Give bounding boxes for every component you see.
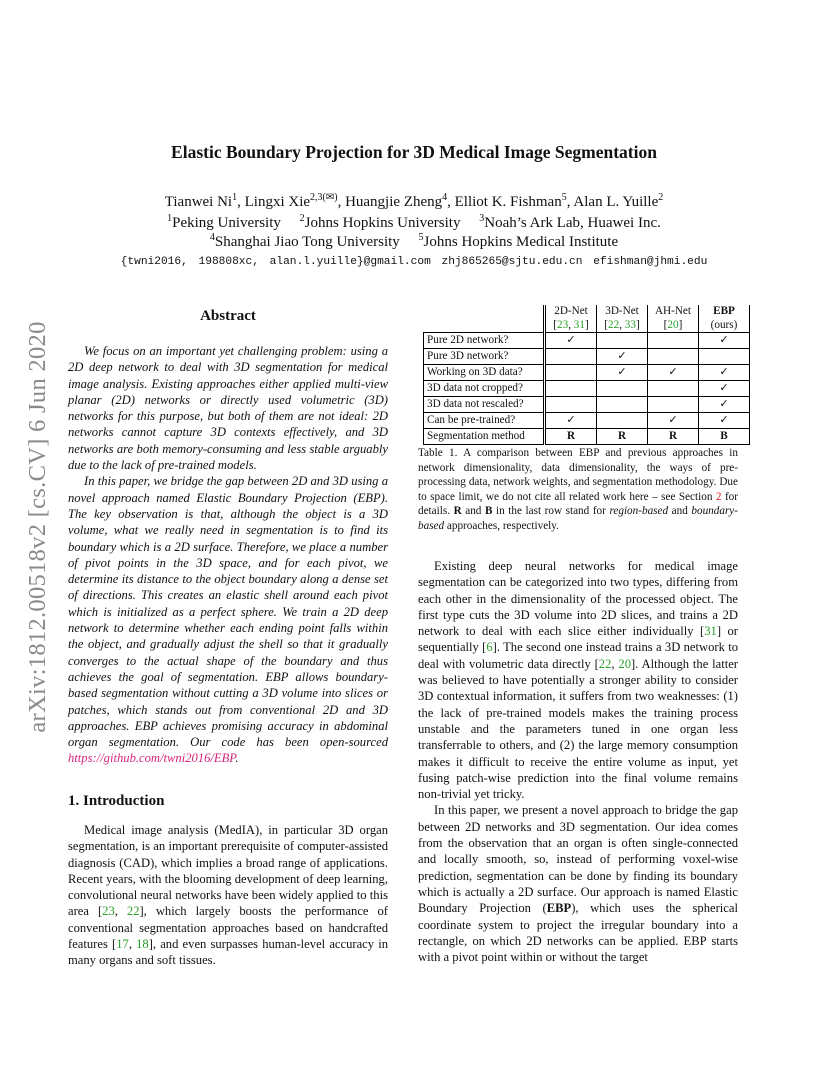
row-label: Pure 3D network? (424, 349, 545, 365)
abstract-paragraph: We focus on an important yet challenging problem: using a 2D deep network to deal with 3D segmentation for medical image analysis. Existing approaches either applied multi-view planar (2D) networks or directly used volumetric (3D) networks for this purpose, but both of them are not ideal: 2D networks cannot capture 3D contexts effectively, and 3D networks are both memory-consuming and less stable arguably due to the lack of pre-trained models. (68, 344, 388, 473)
citation-link[interactable]: 31 (573, 318, 585, 331)
code-link[interactable]: https://github.com/twni2016/EBP (68, 751, 236, 766)
row-label: Working on 3D data? (424, 365, 545, 381)
table-row (424, 381, 750, 397)
arxiv-identifier: arXiv:1812.00518v2 [cs.CV] 6 Jun 2020 (24, 321, 51, 733)
affiliation: Johns Hopkins University (304, 215, 461, 231)
author-affil: 2 (658, 192, 664, 203)
affil-marker: 5 (418, 232, 424, 243)
table-cell (545, 381, 597, 397)
right-column-text (418, 558, 738, 965)
author-affil: 2,3(✉) (310, 192, 338, 203)
table-cell: ✓ (699, 381, 750, 397)
author: Elliot K. Fishman (454, 194, 562, 210)
author-affil: 5 (561, 192, 567, 203)
row-label: 3D data not rescaled? (424, 397, 545, 413)
affil-marker: 4 (209, 232, 215, 243)
citation-link[interactable]: 22 (608, 318, 620, 331)
author: Alan L. Yuille (573, 194, 659, 210)
table-row (424, 429, 750, 445)
citation-link[interactable]: 18 (136, 937, 149, 952)
table-cell (597, 397, 648, 413)
affiliation: Shanghai Jiao Tong University (214, 234, 400, 250)
table-row (424, 333, 750, 349)
citation-link[interactable]: 22 (126, 904, 140, 919)
table-cell: ✓ (545, 333, 597, 349)
row-label: Pure 2D network? (424, 333, 545, 349)
table-cell: R (545, 429, 597, 445)
table-cell (545, 397, 597, 413)
body-paragraph: Existing deep neural networks for medical image segmentation can be categorized into two types, differing from each other in the dimensionality of the processed object. The first type cuts the 3D volume into 2D slices, and trains a 2D network to deal with each slice either individually [31] or sequentially [6]. The second one instead trains a 3D network to deal with volumetric data directly [22, 20]. Although the latter was believed to have potentially a stronger ability to consider 3D contextual information, it suffers from two weaknesses: (1) the lack of pre-trained models makes the training process unstable and the parameters tuned in one organ less transferrable to others, and (2) the large memory consumption makes it difficult to receive the entire volume as input, yet fusing patch-wise prediction into the final volume remains non-trivial yet tricky. (418, 559, 739, 802)
table-row (424, 413, 750, 429)
table-cell (648, 381, 699, 397)
column-header-ebp: EBP (ours) (699, 305, 750, 333)
citation-link[interactable]: 22 (598, 656, 612, 671)
citation-link[interactable]: 17 (116, 937, 129, 952)
column-header-3d-net: 3D-Net [22, 33] (597, 305, 648, 333)
abstract-heading: Abstract (200, 308, 256, 324)
row-label: 3D data not cropped? (424, 381, 545, 397)
table-row (424, 349, 750, 365)
table-cell: ✓ (545, 413, 597, 429)
affil-marker: 1 (167, 213, 173, 224)
table-cell (699, 349, 750, 365)
row-label: Segmentation method (424, 429, 545, 445)
affiliations-line-2 (0, 232, 828, 251)
table-cell: ✓ (648, 365, 699, 381)
author: Huangjie Zheng (345, 194, 443, 210)
table-cell: B (699, 429, 750, 445)
table-cell: ✓ (699, 365, 750, 381)
citation-link[interactable]: 23 (102, 904, 115, 919)
column-header-ah-net: AH-Net [20] (648, 305, 699, 333)
affiliations-line-1 (0, 213, 828, 232)
citation-link[interactable]: 33 (624, 318, 636, 331)
comparison-table (423, 305, 750, 445)
introduction-text (68, 822, 388, 969)
table-cell (597, 413, 648, 429)
table-cell (545, 365, 597, 381)
affil-marker: 2 (299, 213, 305, 224)
author-emails: {twni2016, 198808xc, alan.l.yuille}@gmail.com zhj865265@sjtu.edu.cn efishman@jhmi.edu (120, 256, 708, 268)
abstract-period: . (235, 751, 239, 766)
table-cell: ✓ (699, 397, 750, 413)
table-row (424, 365, 750, 381)
author-list: Tianwei Ni$^1$, Lingxi Xie$^{2,3(✉)}$, Huangjie Zheng$^4$, Elliot K. Fishman$^5$, Alan L. Yuille$^2$ (164, 192, 664, 210)
paper-title: Elastic Boundary Projection for 3D Medical Image Segmentation (171, 142, 657, 162)
table-cell: ✓ (648, 413, 699, 429)
section-heading-introduction: 1. Introduction (68, 793, 165, 809)
affiliation: Johns Hopkins Medical Institute (423, 234, 619, 250)
citation-link[interactable]: 20 (618, 656, 631, 671)
abstract-text: In this paper, we bridge the gap between 2D and 3D using a novel approach named Elastic Boundary Projection (EBP). The key observation is that, although the object is a 3D volume, what we really need in segmentation is to find its boundary which is a 2D surface. Therefore, we place a number of pivot points in the 3D space, and for each pivot, we determine its distance to the object boundary along a dense set of directions. This creates an elastic shell around each pivot which is initialized as a perfect sphere. We train a 2D deep network to determine whether each ending point falls within the object, and gradually adjust the shell so that it gradually converges to the actual shape of the boundary and thus achieves the goal of segmentation. EBP allows boundary-based segmentation without cutting a 3D volume into slices or patches, which stands out from conventional 2D and 3D approaches. EBP achieves promising accuracy in abdominal organ segmentation. Our code has been open-sourced (68, 474, 388, 750)
table-cell (648, 349, 699, 365)
table-row (424, 397, 750, 413)
affiliation: Peking University (172, 215, 281, 231)
table-cell: ✓ (597, 349, 648, 365)
author-affil: 4 (442, 192, 448, 203)
arxiv-sidebar (20, 293, 56, 761)
table-cell (648, 397, 699, 413)
citation-link[interactable]: 6 (486, 640, 493, 655)
intro-paragraph: Medical image analysis (MedIA), in particular 3D organ segmentation, is an important prerequisite of computer-assisted diagnosis (CAD), which implies a broad range of applications. Recent years, with the blooming development of deep learning, convolutional neural networks have been widely applied to this area [23, 22], which largely boosts the performance of conventional segmentation approaches based on handcrafted features [17, 18], and even surpasses human-level accuracy in many organs and soft tissues. (68, 823, 389, 968)
table-cell: ✓ (597, 365, 648, 381)
table-cell: ✓ (699, 413, 750, 429)
author: Lingxi Xie (244, 194, 311, 210)
table-cell (648, 333, 699, 349)
section-link[interactable]: 2 (715, 490, 722, 503)
citation-link[interactable]: 20 (667, 318, 679, 331)
abstract-paragraph (68, 473, 388, 766)
table-cell: R (648, 429, 699, 445)
author-affil: 1 (232, 192, 238, 203)
author: Tianwei Ni (164, 194, 233, 210)
table-cell: ✓ (699, 333, 750, 349)
row-label: Can be pre-trained? (424, 413, 545, 429)
citation-link[interactable]: 31 (704, 624, 717, 639)
affil-marker: 3 (479, 213, 485, 224)
table-cell (545, 349, 597, 365)
abstract-body (68, 343, 388, 767)
table-cell (597, 381, 648, 397)
table-caption: Table 1. A comparison between EBP and previous approaches in network dimensionality, data dimensionality, the ways of pre-processing data, network weights, and segmentation methodology. Due to space limit, we do not cite all related work here – see Section 2 for details. R and B in the last row stand for region-based and boundary-based approaches, respectively. (418, 447, 739, 532)
table-cell: R (597, 429, 648, 445)
affiliation: Noah’s Ark Lab, Huawei Inc. (484, 215, 661, 231)
citation-link[interactable]: 23 (557, 318, 569, 331)
table-cell (597, 333, 648, 349)
column-header-2d-net: 2D-Net [23, 31] (545, 305, 597, 333)
body-paragraph: In this paper, we present a novel approach to bridge the gap between 2D networks and 3D segmentation. Our idea comes from the observation that an organ is often single-connected and locally smooth, so, instead of performing voxel-wise prediction, segmentation can be done by finding its boundary which is actually a 2D surface. Our approach is named Elastic Boundary Projection (EBP), which uses the spherical coordinate system to project the irregular boundary into a rectangle, on which 2D networks can be applied. EBP starts with a pivot point within or without the target (418, 803, 738, 965)
